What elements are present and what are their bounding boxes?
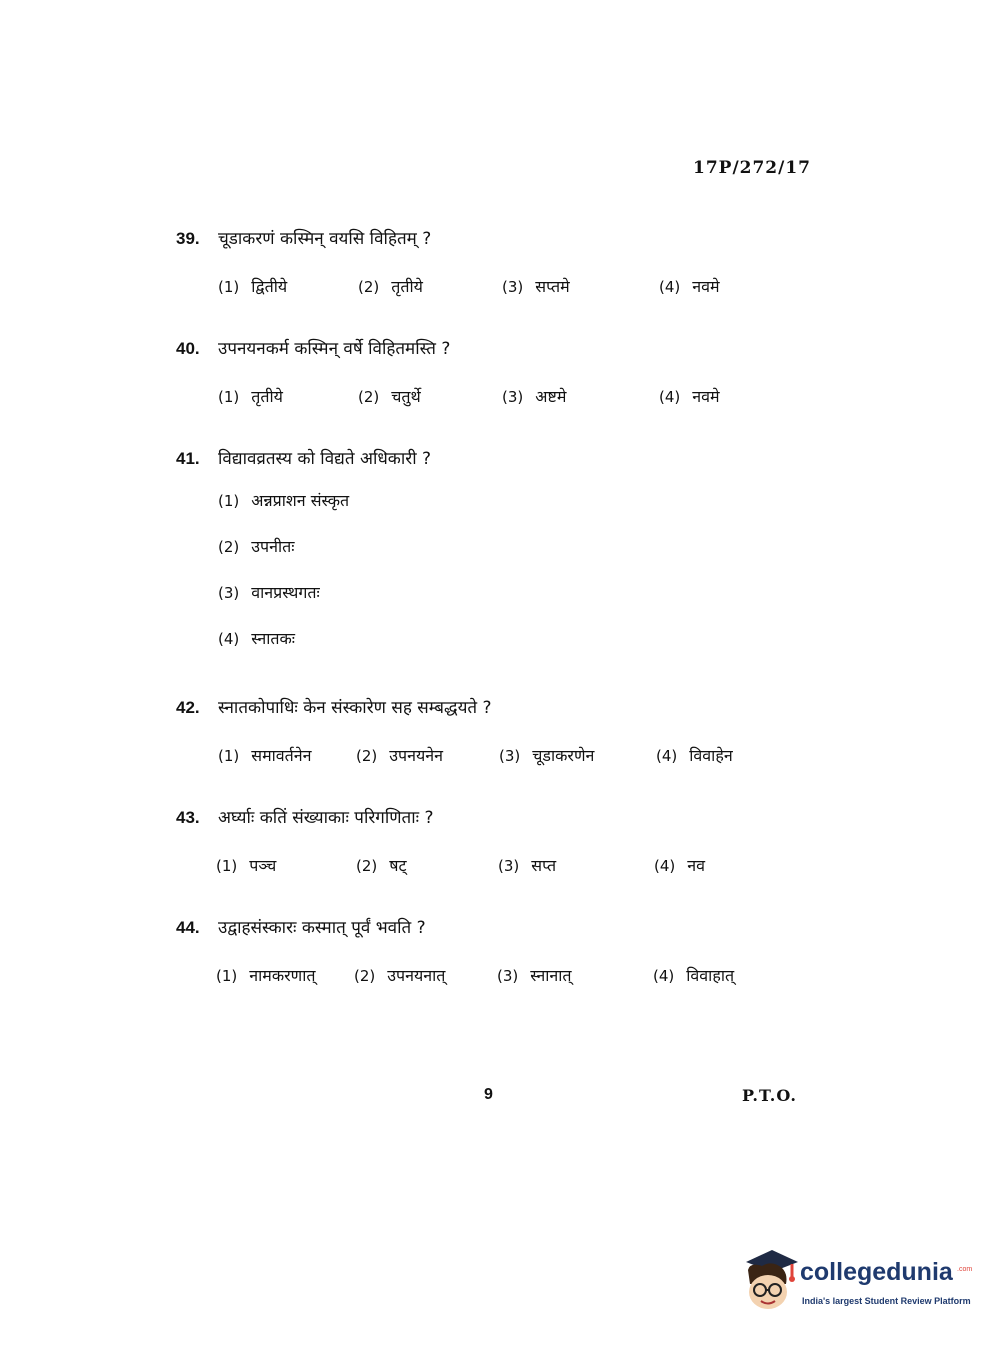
question-39 (176, 226, 816, 305)
option: (4) स्नातकः (218, 629, 296, 648)
question-number: 41. (176, 449, 200, 468)
option: (2) उपनयनात् (354, 966, 446, 985)
option: (3) चूडाकरणेन (499, 746, 595, 765)
question-number: 40. (176, 339, 200, 358)
option: (4) विवाहात् (653, 966, 735, 985)
pto-label: P.T.O. (742, 1086, 797, 1105)
graduate-mascot-icon (742, 1248, 798, 1316)
question-text: विद्यावव्रतस्य को विद्यते अधिकारी ? (218, 449, 432, 469)
question-text: उपनयनकर्म कस्मिन् वर्षे विहितमस्ति ? (218, 339, 451, 359)
paper-code: 17P/272/17 (693, 158, 812, 178)
option: (3) अष्टमे (502, 387, 567, 406)
option: (4) नवमे (659, 277, 720, 296)
question-number: 39. (176, 229, 200, 248)
question-text: स्नातकोपाधिः केन संस्कारेण सह सम्बद्धयते ? (218, 698, 492, 718)
option: (4) नवमे (659, 387, 720, 406)
question-number: 42. (176, 698, 200, 717)
question-text: चूडाकरणं कस्मिन् वयसि विहितम् ? (218, 229, 432, 249)
option: (3) वानप्रस्थगतः (218, 583, 320, 602)
question-number: 43. (176, 808, 200, 827)
question-44 (176, 915, 816, 994)
logo-wordmark: collegedunia (800, 1258, 953, 1286)
option: (2) चतुर्थे (358, 387, 421, 406)
question-40 (176, 336, 816, 415)
page-number: 9 (484, 1086, 493, 1103)
option: (1) नामकरणात् (216, 966, 316, 985)
option: (2) षट् (356, 856, 407, 875)
option: (1) द्वितीये (218, 277, 288, 296)
option: (1) पञ्च (216, 856, 277, 875)
option: (4) नव (654, 856, 706, 875)
question-42 (176, 695, 816, 774)
logo-suffix: .com (957, 1266, 973, 1273)
question-41 (176, 446, 816, 673)
collegedunia-logo (742, 1248, 972, 1318)
question-43 (176, 805, 816, 884)
option: (4) विवाहेन (656, 746, 733, 765)
question-text: अर्घ्याः कतिं संख्याकाः परिगणिताः ? (218, 808, 434, 828)
option: (2) उपनयनेन (356, 746, 444, 765)
logo-tagline: India's largest Student Review Platform (802, 1296, 971, 1306)
option: (1) अन्नप्राशन संस्कृत (218, 491, 350, 510)
option: (3) सप्तमे (502, 277, 570, 296)
option: (3) सप्त (498, 856, 557, 875)
question-text: उद्वाहसंस्कारः कस्मात् पूर्वं भवति ? (218, 918, 426, 938)
question-number: 44. (176, 918, 200, 937)
option: (1) तृतीये (218, 387, 283, 406)
option: (1) समावर्तनेन (218, 746, 312, 765)
option: (3) स्नानात् (497, 966, 572, 985)
option: (2) उपनीतः (218, 537, 295, 556)
option: (2) तृतीये (358, 277, 423, 296)
